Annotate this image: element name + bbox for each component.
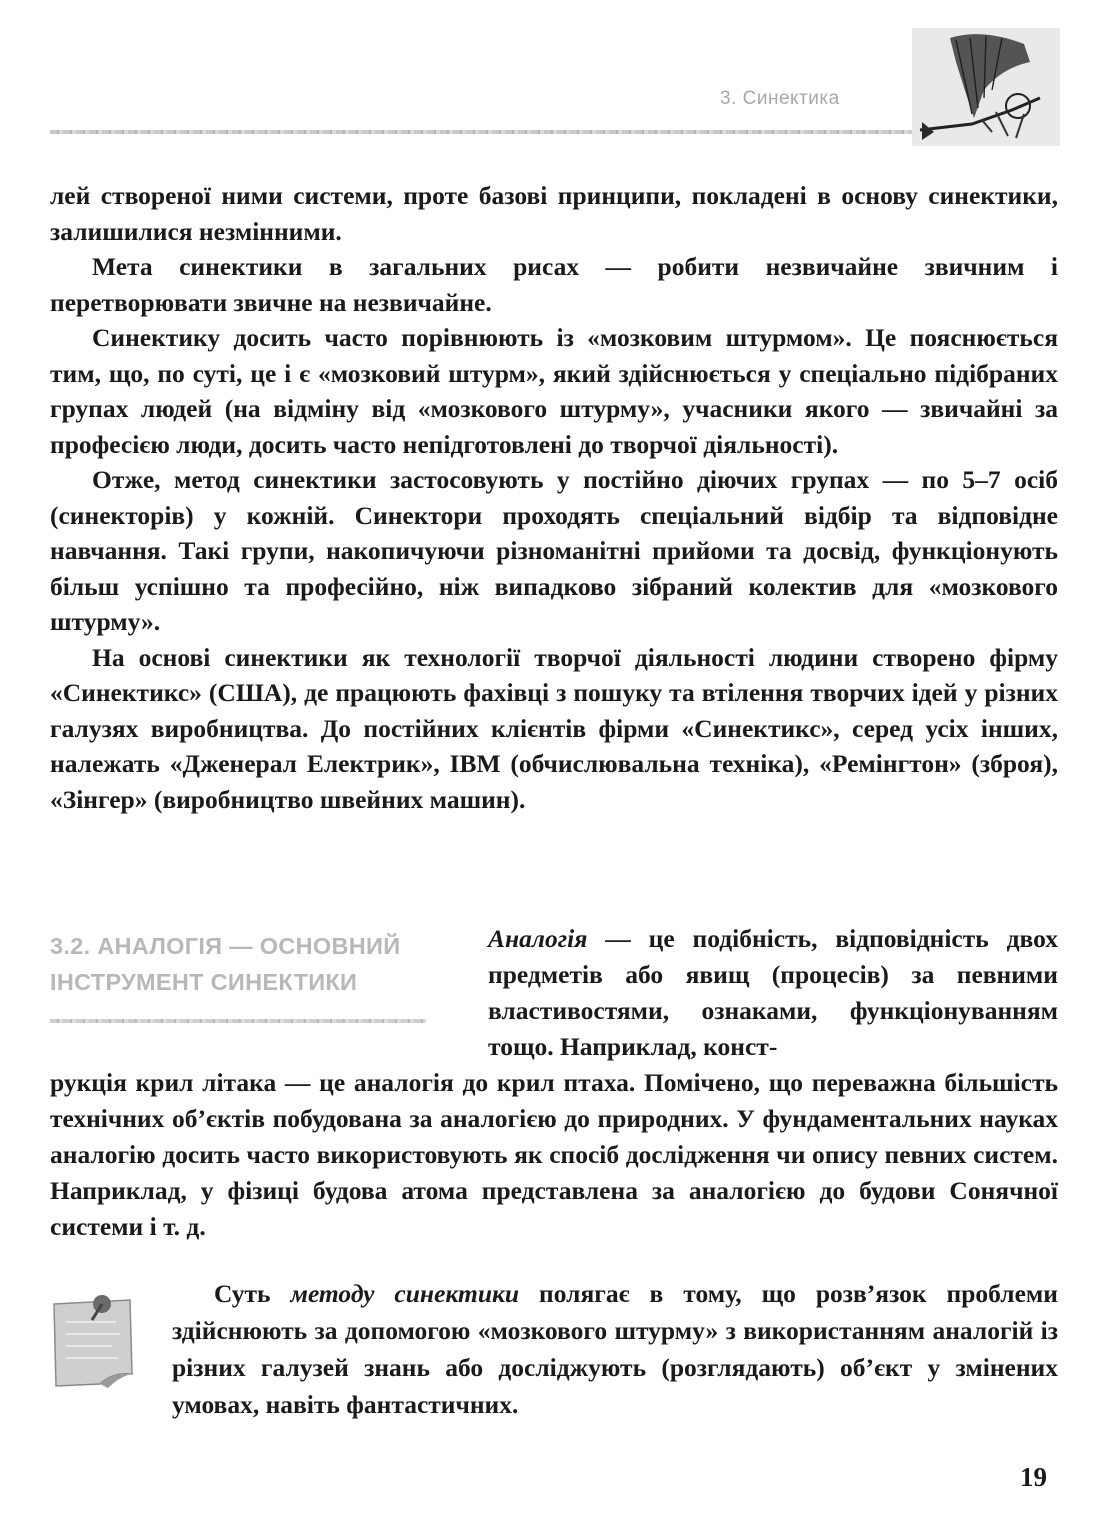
section-heading-line-1: 3.2. АНАЛОГІЯ — ОСНОВНИЙ	[50, 933, 401, 959]
section-divider	[50, 1019, 426, 1023]
chapter-title: 3. Синектика	[720, 88, 840, 109]
method-note	[172, 1275, 1058, 1423]
analogy-definition-top	[488, 921, 1058, 1065]
note-suffix: полягає в тому, що розв’язок проблеми здійснюють за допомогою «мозкового штурму» з використанням аналогій із різних галузей знань або досліджують (розглядають) об’єкт у змінених умовах, навіть фантастичних.	[172, 1279, 1058, 1419]
note-prefix: Суть	[214, 1279, 291, 1308]
section-heading	[50, 928, 430, 1000]
paragraph-method: Отже, метод синектики застосовують у постійно діючих групах — по 5–7 осіб (синекторів) у кожній. Синектори проходять спеціальний відбір та відповідне навчання. Такі групи, накопичуючи різноманітні прийоми та досвід, функціонують більш успішно та професійно, ніж випадково зібраний колектив для «мозкового штурму».	[50, 465, 1058, 636]
paragraph-company: На основі синектики як технології творчої діяльності людини створено фірму «Синектикс» (США), де працюють фахівці з пошуку та втілення творчих ідей у різних галузях виробництва. До постійних клієнтів фірми «Синектикс», серед усіх інших, належать «Дженерал Електрик», IBM (обчислювальна техніка), «Ремінгтон» (зброя), «Зінгер» (виробництво швейних машин).	[50, 642, 1058, 814]
pinned-note-icon	[50, 1290, 140, 1390]
analogy-definition-bottom	[50, 1065, 1058, 1245]
main-text	[50, 178, 1058, 817]
analogy-text-right: — це подібність, відповідність двох предметів або явищ (процесів) за певними властивостями, ознаками, функціонуванням тощо. Наприклад, конст-	[488, 924, 1058, 1061]
paragraph-comparison: Синектику досить часто порівнюють із «мозковим штурмом». Це пояснюється тим, що, по суті, це і є «мозковий штурм», який здійснюється у спеціально підібраних групах людей (на відміну від «мозкового штурму», учасники якого — звичайні за професією люди, досить часто непідготовлені до творчої діяльності).	[50, 323, 1058, 459]
section-heading-line-2: ІНСТРУМЕНТ СИНЕКТИКИ	[50, 969, 358, 995]
paragraph-continuation: лей створеної ними системи, проте базові принципи, покладені в основу синектики, залишилися незмінними.	[50, 181, 1058, 246]
note-term: методу синектики	[290, 1279, 520, 1308]
analogy-term: Аналогія	[488, 924, 588, 953]
header-divider	[50, 130, 912, 134]
analogy-text-full: рукція крил літака — це аналогія до крил птаха. Помічено, що переважна більшість технічних об’єктів побудована за аналогією до природних. У фундаментальних науках аналогію досить часто використовують як спосіб дослідження чи опису певних систем. Наприклад, у фізиці будова атома представлена за аналогією до будови Сонячної системи і т. д.	[50, 1068, 1058, 1241]
page-number: 19	[1020, 1462, 1047, 1492]
analogy-definition-start	[488, 921, 1058, 1065]
paragraph-goal: Мета синектики в загальних рисах — робити незвичайне звичним і перетворювати звичне на незвичайне.	[50, 252, 1058, 317]
method-note-paragraph	[172, 1275, 1058, 1423]
ornithopter-image	[912, 28, 1060, 146]
